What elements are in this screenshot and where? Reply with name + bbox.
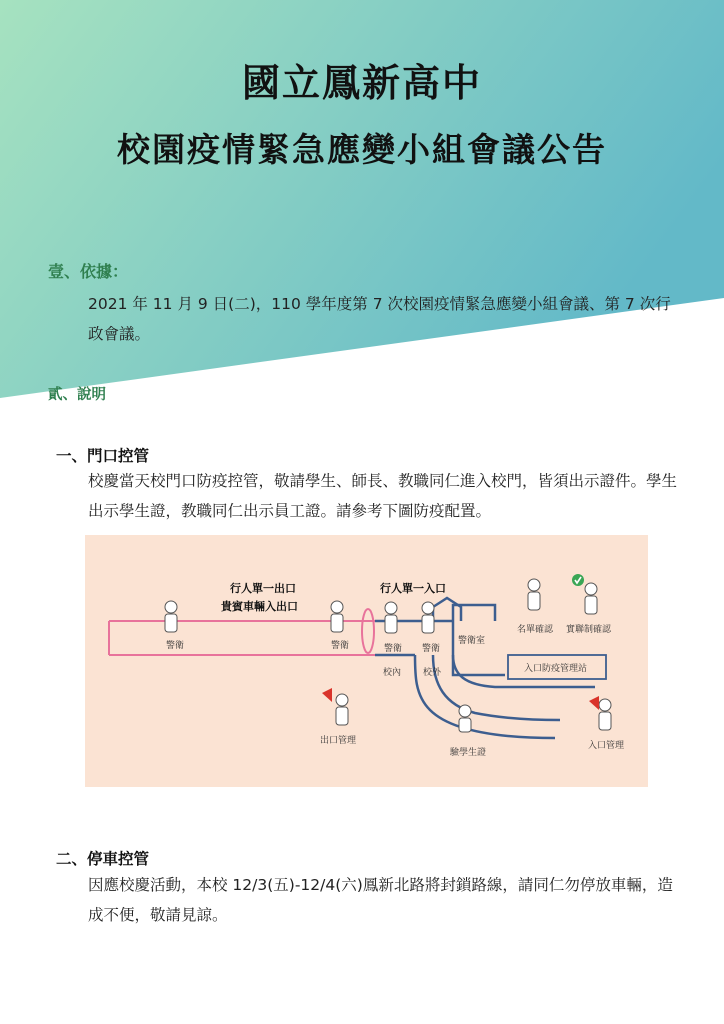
item1-body: 校慶當天校門口防疫控管，敬請學生、師長、教職同仁進入校門，皆須出示證件。學生出示學生證，教職同仁出示員工證。請參考下圖防疫配置。 bbox=[88, 472, 678, 520]
outside-label: 校外 bbox=[423, 668, 442, 678]
guard-label-4: 警衛 bbox=[422, 644, 441, 654]
item2-body: 因應校慶活動，本校 12/3(五)-12/4(六)鳳新北路將封鎖路線，請同仁勿停放車輛，造成不便，敬請見諒。 bbox=[88, 876, 673, 924]
verify-id-label: 驗學生證 bbox=[450, 748, 487, 758]
gate-control-diagram bbox=[85, 535, 648, 787]
guard-label-2: 警衛 bbox=[331, 641, 350, 651]
section1-body: 2021 年 11 月 9 日(二)，110 學年度第 7 次校園疫情緊急應變小組會議、第 7 次行政會議。 bbox=[88, 295, 671, 343]
check-icon bbox=[572, 574, 584, 586]
guard-label-3: 警衛 bbox=[384, 644, 403, 654]
section1-heading: 壹、依據： bbox=[48, 262, 129, 281]
entry-mgmt-label: 入口管理 bbox=[588, 741, 625, 751]
document-title: 校園疫情緊急應變小組會議公告 bbox=[117, 130, 607, 169]
item1-heading: 一、門口控管 bbox=[56, 447, 150, 465]
exit-mgmt-label: 出口管理 bbox=[320, 736, 357, 746]
guard-room-label: 警衛室 bbox=[458, 636, 486, 646]
diagram-background bbox=[85, 535, 648, 787]
inside-label: 校內 bbox=[383, 668, 402, 678]
real-name-label: 名單確認 bbox=[517, 625, 554, 635]
contact-system-label: 實聯制確認 bbox=[566, 625, 612, 635]
guard-label-1: 警衛 bbox=[166, 641, 185, 651]
exit-label-1: 行人單一出口 bbox=[230, 582, 296, 595]
entry-label: 行人單一入口 bbox=[380, 582, 446, 595]
item2-heading: 二、停車控管 bbox=[56, 850, 150, 868]
entry-station-label: 入口防疫管理站 bbox=[524, 664, 588, 674]
school-name: 國立鳳新高中 bbox=[241, 61, 482, 105]
exit-label-2: 貴賓車輛入出口 bbox=[221, 600, 298, 613]
section2-heading: 貳、說明 bbox=[48, 387, 106, 403]
